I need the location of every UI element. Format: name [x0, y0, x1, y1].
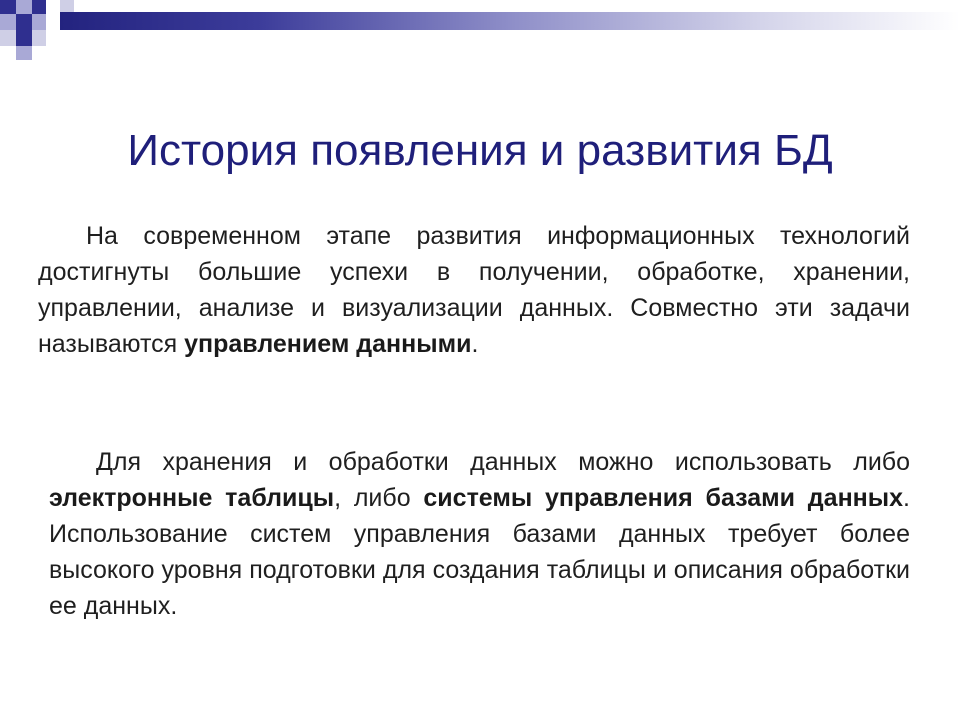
paragraph-data-management: [38, 218, 910, 362]
decorative-square: [16, 46, 32, 60]
decorative-square: [0, 14, 16, 30]
decorative-square: [0, 0, 16, 14]
decorative-square: [16, 14, 32, 30]
paragraph-text: Для хранения и обработки данных можно использовать либо: [96, 448, 910, 476]
decorative-header-band: [60, 12, 960, 30]
emphasis-term: системы управления базами данных: [423, 484, 904, 512]
decorative-square: [32, 0, 46, 14]
paragraph-storage-tools: [49, 444, 910, 624]
decorative-square: [32, 30, 46, 46]
paragraph-text: . Использование систем управления базами данных требует более высокого уровня подготовки для создания таблицы и описания обработки ее данных.: [49, 484, 910, 620]
emphasis-term: управлением данными: [184, 330, 472, 358]
decorative-corner-squares: [0, 0, 90, 70]
decorative-square: [32, 14, 46, 30]
decorative-square: [16, 0, 32, 14]
decorative-square: [0, 30, 16, 46]
slide-title: История появления и развития БД: [127, 126, 833, 176]
paragraph-text: .: [471, 330, 479, 358]
emphasis-term: электронные таблицы: [49, 484, 335, 512]
paragraph-text: , либо: [334, 484, 424, 512]
paragraph-text: На современном этапе развития информационных технологий достигнуты большие успехи в получении, обработке, хранении, управлении, анализе и визуализации данных. Совместно эти задачи называются: [38, 222, 910, 358]
decorative-square: [16, 30, 32, 46]
